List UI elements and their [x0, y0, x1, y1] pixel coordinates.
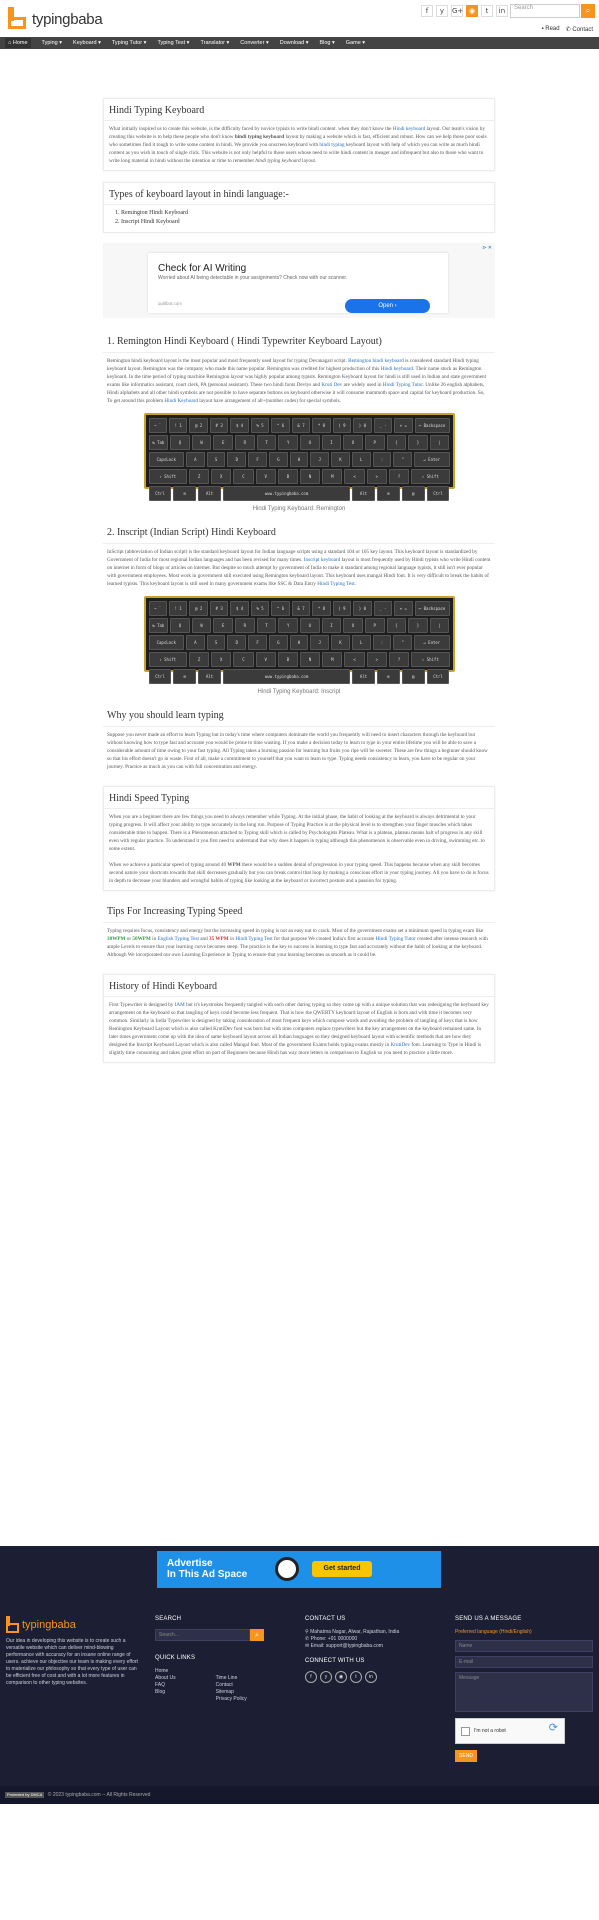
keyboard-key: V	[256, 469, 276, 484]
site-footer	[0, 1546, 599, 1804]
remington-section: 1. Remington Hindi Keyboard ( Hindi Typewriter Keyboard Layout) Remington hindi keyboard layout is the most popular and most frequently used layout for typing Devanagari script. Remington hindi keyboard is considered standard Hindi typing keyboard layout. Remington was the company who made this name popular. Remington was credited for highest production of this Hindi keyboard. Their name stuck as Remington keyboard. In the time period of typing machine Remington layout was highly popular among typists. Remington Keyboard layout for hindi is still used in Indian and state government exams like informatics assistant, court clerk, PA (personal assistant). These two hindi fonts Devlys and Kruti Dev are widely used in Hindi Typing Tutor. Unlike 26 english alphabets, Hindi alphabets and all other hindi symbols are not possible to have separate buttons on keyboard otherwise it will consume mammoth space and capital for keyboard production. So, To get around this problem Hindi Keyboard layout have arrangement of alt+(number codes) for special symbols. ~ ` ! 1 @ 2 # 3 $ 4 % 5 ^ 6 & 7 * 8 ( 9 ) 0 _ - + = ⟵ Backspace ↹ Tab Q W E R T Y U I O P { } | CapsLock A S D F G H J K L : " ↵ Enter ⇧ Shift Z X C V B N M < > ? ⇧ Shift Ctrl ⊞ Alt www.typingbaba.com Alt ⊞ ▤ Ctrl Hindi Typing Keyboard: Remington	[103, 332, 495, 512]
keyboard-key: ⇧ Shift	[149, 652, 187, 667]
inscript-title: 2. Inscript (Indian Script) Hindi Keyboard	[103, 523, 495, 544]
keyboard-row	[149, 418, 450, 433]
footer-phone: Phone: +91 0000000	[310, 1636, 358, 1642]
footer-address: Mahatma Nagar, Alwar, Rajasthan, India	[310, 1629, 400, 1635]
keyboard-key: J	[310, 635, 329, 650]
keyboard-key: ↹ Tab	[149, 435, 169, 450]
nav-converter[interactable]: Converter ▾	[240, 40, 269, 46]
location-icon: ⚲	[305, 1629, 311, 1635]
keyboard-row	[149, 435, 450, 450]
keyboard-key: ⊞	[173, 669, 196, 684]
keyboard-key: * 8	[312, 418, 330, 433]
link-hindi-keyboard-2[interactable]: Hindi keyboard	[380, 366, 414, 372]
nav-blog[interactable]: Blog ▾	[319, 40, 335, 46]
footer-search-button[interactable]	[250, 1629, 264, 1641]
footer-about	[6, 1616, 146, 1687]
link-hindi-typing-tutor-2[interactable]: Hindi Typing Tutor	[375, 936, 416, 942]
remington-title: 1. Remington Hindi Keyboard ( Hindi Typewriter Keyboard Layout)	[103, 332, 495, 353]
keyboard-key: B	[278, 652, 298, 667]
linkedin-icon[interactable]: in	[365, 1671, 377, 1683]
facebook-icon[interactable]: f	[421, 5, 433, 17]
intro-title: Hindi Typing Keyboard	[104, 99, 494, 121]
keyboard-key: M	[322, 652, 342, 667]
keyboard-key: G	[269, 635, 288, 650]
read-link[interactable]: ▪ Read	[541, 26, 560, 32]
keyboard-key: K	[331, 452, 350, 467]
keyboard-key: ⟵ Backspace	[415, 601, 450, 616]
keyboard-key: ⇧ Shift	[411, 469, 449, 484]
recaptcha-checkbox[interactable]	[461, 1727, 470, 1736]
remington-keyboard-image	[144, 413, 455, 496]
inscript-keyboard-image	[144, 596, 455, 679]
quick-links-b	[216, 1675, 247, 1703]
footer-about-text: Our idea in developing this website is to create such a versatile website which can deliver mind-blowing performance with accuracy for an insane online range of users. achieve our objective our team is making every effort to materialize our philosophy so that every type of user can be efficient free of cost and with a lot more features in comparison to other typing websites.	[6, 1638, 138, 1686]
keyboard-key: www.typingbaba.com	[223, 486, 350, 501]
keyboard-key: T	[257, 435, 277, 450]
footer-contact-col: CONTACT US ⚲ Mahatma Nagar, Alwar, Rajasthan, India ✆ Phone: +91 0000000 ✉ Email: support@typingbaba.com CONNECT WITH US f y ◉ t in	[305, 1616, 445, 1683]
keyboard-row	[149, 486, 450, 501]
keyboard-key: J	[310, 452, 329, 467]
keyboard-key: + =	[394, 601, 412, 616]
keyboard-key: @ 2	[189, 601, 207, 616]
footer-social	[305, 1671, 445, 1683]
inscript-caption: Hindi Typing Keyboard: Inscript	[257, 689, 341, 695]
social-links	[421, 5, 508, 17]
keyboard-row	[149, 652, 450, 667]
keyboard-key: F	[248, 452, 267, 467]
types-title: Types of keyboard layout in hindi language:-	[104, 183, 494, 205]
message-textarea[interactable]: Message	[455, 1672, 593, 1712]
types-list	[109, 209, 489, 227]
keyboard-key: X	[211, 652, 231, 667]
instagram-icon[interactable]: ◉	[335, 1671, 347, 1683]
speed-title: Hindi Speed Typing	[104, 787, 494, 809]
quick-links-a	[155, 1668, 176, 1703]
ad-banner	[103, 243, 495, 318]
keyboard-key: ) 0	[353, 418, 371, 433]
nav-keyboard[interactable]: Keyboard ▾	[73, 40, 101, 46]
keyboard-key: # 3	[210, 601, 228, 616]
logo-text: typingbaba	[32, 10, 103, 28]
keyboard-key: _ -	[374, 601, 392, 616]
keyboard-key: K	[331, 635, 350, 650]
nav-typing[interactable]: Typing ▾	[41, 40, 63, 46]
intro-card	[103, 98, 495, 171]
keyboard-key: www.typingbaba.com	[223, 669, 350, 684]
inscript-section: 2. Inscript (Indian Script) Hindi Keyboard InScript (abbreviation of Indian script) is the standard keyboard layout for Indian language scripts using a standard 104 or 105 key layout. This keyboard layout is standardized by Government of India for most regional Indian languages and has been revised for many times. Inscript keyboard layout is most frequently used by Hindi typists who write Hindi content on internet in form of blogs or articles on internet. But despite so much attempt by government of India to make it standard among regional language typists, it still isn't ever popular with government employees. Most work in government still executed using Remington keyboard layout. This keyboard uses mangal Hindi font. It is very difficult to break the habits of learned typists. This keyboard layout is still used in many government exams like SSC & Data Entry Hindi Typing Test. ~ ` ! 1 @ 2 # 3 $ 4 % 5 ^ 6 & 7 * 8 ( 9 ) 0 _ - + = ⟵ Backspace ↹ Tab Q W E R T Y U I O P { } | CapsLock A S D F G H J K L : " ↵ Enter ⇧ Shift Z X C V B N M < > ? ⇧ Shift Ctrl ⊞ Alt www.typingbaba.com Alt ⊞ ▤ Ctrl Hindi Typing Keyboard: Inscript	[103, 523, 495, 695]
keyboard-key: U	[300, 618, 320, 633]
keyboard-key: }	[408, 435, 428, 450]
main-nav	[0, 37, 599, 49]
keyboard-key: R	[235, 618, 255, 633]
instagram-icon[interactable]: ◉	[466, 5, 478, 17]
keyboard-key: N	[300, 652, 320, 667]
tips-section: Tips For Increasing Typing Speed Typing requires focus, consistency and energy but the increasing speed in typing is not an easy nut to crack. Most of the government exams set a minimum speed in typing exam like 30WPM or 50WPM in English Typing Test and 35 WPM in Hindi Typing Test for that purpose We created India's first accurate Hindi Typing Tutor created after intense research with ample Levels to ensure that your learning curve becomes steep. The practice is the key to success in learning to type fast and accurately without the habit of looking at the keyboard. Although We incorporated our own Learning Experience in Typing to ensure that your learning becomes as smooth as it could be.	[103, 902, 495, 963]
message-name-input[interactable]: Name	[455, 1640, 593, 1652]
keyboard-key: * 8	[312, 601, 330, 616]
keyboard-key: ?	[389, 469, 409, 484]
link-krutidev[interactable]: KrutiDev	[390, 1042, 411, 1048]
keyboard-key: ↵ Enter	[414, 635, 449, 650]
keyboard-key: ↵ Enter	[414, 452, 449, 467]
keyboard-key: O	[343, 618, 363, 633]
link-hindi-typing[interactable]: hindi typing	[319, 142, 345, 148]
keyboard-key: {	[387, 618, 407, 633]
keyboard-key: R	[235, 435, 255, 450]
link-hindi-typing-test-2[interactable]: Hindi Typing Test	[235, 936, 273, 942]
link-iam[interactable]: IAM	[174, 1002, 185, 1008]
ad-choices-icon[interactable]: ⊳ ✕	[482, 246, 492, 251]
keyboard-key: ^ 6	[271, 418, 289, 433]
keyboard-key: ) 0	[353, 601, 371, 616]
footer-search-col: SEARCH Search... ⌕ QUICK LINKS Home About Us FAQ Blog Time Line Contact Sitemap Privacy Policy	[155, 1616, 295, 1703]
keyboard-key: X	[211, 469, 231, 484]
ad-subtitle: Worried about AI being detectable in your assignments? Check now with our scanner.	[158, 275, 348, 281]
keyboard-key: F	[248, 635, 267, 650]
footer-link-sitemap[interactable]: Sitemap	[215, 1689, 234, 1695]
ad-card[interactable]	[148, 253, 448, 313]
types-card	[103, 182, 495, 233]
keyboard-key: _ -	[374, 418, 392, 433]
tumblr-icon[interactable]: t	[350, 1671, 362, 1683]
list-item: 1. Remington Hindi Keyboard	[121, 209, 489, 218]
history-title: History of Hindi Keyboard	[104, 975, 494, 997]
ad-title: Check for AI Writing	[158, 263, 247, 274]
keyboard-key: Alt	[198, 669, 221, 684]
link-english-typing-test[interactable]: English Typing Test	[157, 936, 199, 942]
top-links	[541, 26, 593, 33]
keyboard-key: ⊞	[377, 486, 400, 501]
nav-home[interactable]: ⌂ Home	[5, 38, 31, 48]
contact-link[interactable]: ✆ Contact	[565, 27, 593, 33]
keyboard-key: P	[365, 435, 385, 450]
footer-link-faq[interactable]: FAQ	[155, 1682, 166, 1688]
keyboard-key: Q	[170, 435, 190, 450]
keyboard-key: ⇧ Shift	[411, 652, 449, 667]
remington-caption: Hindi Typing Keyboard: Remington	[252, 506, 346, 512]
keyboard-key: ?	[389, 652, 409, 667]
ad-source: quillbot.com	[158, 301, 183, 306]
youtube-icon[interactable]: y	[436, 5, 448, 17]
link-hindi-keyboard-3[interactable]: Hindi Keyboard	[164, 398, 198, 404]
keyboard-key: @ 2	[189, 418, 207, 433]
keyboard-key: P	[365, 618, 385, 633]
keyboard-row	[149, 669, 450, 684]
keyboard-key: ⇧ Shift	[149, 469, 187, 484]
keyboard-key: Ctrl	[427, 486, 450, 501]
keyboard-key: C	[233, 469, 253, 484]
main-content	[103, 98, 495, 1074]
keyboard-key: S	[207, 635, 226, 650]
why-text: Suppose you never made an effort to learn Typing but in today's time where computers dominate the world you frequently will need to insert characters through the keyboard but without knowing how to type fast and accurate you would be prone to time wasting. If you make a decision today to learn to type in your entire lifetime you will be able to save a considerable amount of time owing to your fast typing. All Typing takes a burning passion for learning but fruits you ripe will be sweeter. These are few things a beginner should know so that his effort doesn't go in waste. First of all, make a commitment to yourself that you want to learn to type. Typing needs consistency to learn, you have to be regular on your journey. Practice as much as you can with full concentration and energy.	[107, 732, 488, 770]
link-kruti-dev[interactable]: Kruti Dev	[321, 382, 343, 388]
keyboard-key: & 7	[292, 601, 310, 616]
link-inscript-keyboard[interactable]: Inscript keyboard	[303, 557, 341, 563]
keyboard-key: $ 4	[230, 418, 248, 433]
keyboard-key: :	[373, 635, 392, 650]
keyboard-key: G	[269, 452, 288, 467]
keyboard-key: ⊞	[173, 486, 196, 501]
keyboard-key: Q	[170, 618, 190, 633]
keyboard-key: >	[367, 469, 387, 484]
keyboard-key: C	[233, 652, 253, 667]
keyboard-key: :	[373, 452, 392, 467]
recaptcha-icon: ⟳	[548, 1721, 558, 1734]
keyboard-key: I	[322, 618, 342, 633]
history-card: History of Hindi Keyboard First Typewriter is designed by IAM but it's keystrokes frequently tangled with each other during typing so they come up with a unique solution that was redesigning the keyboard key arrangement on the keyboard so that tangling of keys could become less frequent. That is how the QWERTY keyboard layout of English is born and with time it becomes very common. Similarly in India Typewriter is designed by taking consideration of most frequent keys which compose words and avoiding the problem of tangling of keys that is how Remington Keyboard Layout which is also called KrutiDev font was born but with time computers replace typewriters but the key arrangement on the keyboard remained same. In later times government come up with the idea of same keyboard layout across all Indian languages so they designed keyboard layout with scientific methods that are how they designed the Inscript Keyboard Layout which is also called Mangal font. Most of the government Exams holds typing exams mostly in KrutiDev font. Learning to Type in Hindi is slightly time consuming and takes great effort on part of Beginners because Hindi has way more letters in comparison to English so you need to practice a little more.	[103, 974, 495, 1063]
nav-typing-tutor[interactable]: Typing Tutor ▾	[111, 40, 147, 46]
keyboard-key: ( 9	[333, 601, 351, 616]
why-section	[103, 706, 495, 775]
copyright-text: © 2023 typingbaba.com -- All Rights Reserved	[47, 1792, 151, 1798]
keyboard-key: ^ 6	[271, 601, 289, 616]
keyboard-key: Alt	[352, 669, 375, 684]
search-icon: ⌕	[585, 6, 591, 15]
message-note: Preferred language (Hindi/English)	[455, 1629, 532, 1635]
dmca-badge[interactable]: Protected by DMCA	[7, 1792, 43, 1797]
link-hindi-keyboard[interactable]: Hindi keyboard	[392, 126, 426, 132]
keyboard-key: <	[344, 469, 364, 484]
keyboard-key: % 5	[251, 418, 269, 433]
keyboard-key: B	[278, 469, 298, 484]
keyboard-key: H	[290, 452, 309, 467]
keyboard-key: H	[290, 635, 309, 650]
keyboard-key: E	[213, 618, 233, 633]
facebook-icon[interactable]: f	[305, 1671, 317, 1683]
ad-open-button[interactable]: Open ›	[345, 299, 430, 313]
linkedin-icon[interactable]: in	[496, 5, 508, 17]
keyboard-row	[149, 618, 450, 633]
nav-translator[interactable]: Translator ▾	[200, 40, 230, 46]
footer-link-timeline[interactable]: Time Line	[215, 1675, 238, 1681]
keyboard-row	[149, 601, 450, 616]
nav-typing-test[interactable]: Typing Test ▾	[157, 40, 190, 46]
keyboard-key: V	[256, 652, 276, 667]
keyboard-key: D	[227, 452, 246, 467]
keyboard-key: # 3	[210, 418, 228, 433]
keyboard-key: & 7	[292, 418, 310, 433]
keyboard-key: T	[257, 618, 277, 633]
search-icon: ⌕	[255, 1631, 259, 1639]
email-icon: ✉	[305, 1643, 311, 1649]
site-logo[interactable]	[8, 6, 102, 32]
footer-message-col: SEND US A MESSAGE Preferred language (Hindi/English) Name E-mail Message I'm not a robot ⟳ SEND	[455, 1616, 595, 1762]
footer-link-privacy[interactable]: Privacy Policy	[215, 1696, 247, 1702]
keyboard-key: "	[393, 452, 412, 467]
phone-icon: ✆	[305, 1636, 311, 1642]
keyboard-key: Z	[189, 469, 209, 484]
keyboard-key: |	[430, 618, 450, 633]
footer-search-input[interactable]: Search...	[155, 1629, 250, 1641]
keyboard-key: A	[186, 635, 205, 650]
footer-link-contact[interactable]: Contact	[215, 1682, 233, 1688]
keyboard-key: CapsLock	[149, 452, 184, 467]
keyboard-key: N	[300, 469, 320, 484]
keyboard-key: Z	[189, 652, 209, 667]
remington-keyboard-figure	[103, 413, 495, 512]
keyboard-key: Alt	[352, 486, 375, 501]
keyboard-key: O	[343, 435, 363, 450]
logo-icon	[6, 1616, 22, 1634]
link-hindi-typing-tutor[interactable]: Hindi Typing Tutor	[382, 382, 423, 388]
keyboard-row	[149, 635, 450, 650]
intro-text: What initially inspired us to create this website, is the difficulty faced by novice typists to write hindi content. when they don't know the Hindi keyboard layout. Our team's vision by creating this website is to help these people who don't know hindi typing keyboard layout by making a website which is fast, efficient and robust. How can we help those poor souls who sometimes find it tough to write some content in hindi. We provide you onscreen keyboard with hindi typing keyboard layout with help of which you can write as much hindi content as you wish in touch of single click. This website is not only helpful to those users whose need to write hindi content in meager and infrequent but also to those who want to write long material in hindi without the intention or time to remember hindi typing keyboard layout.	[109, 126, 487, 164]
keyboard-key: Ctrl	[427, 669, 450, 684]
keyboard-key: ▤	[402, 669, 425, 684]
footer-ad-line2: In This Ad Space	[167, 1569, 248, 1580]
keyboard-key: ~ `	[149, 601, 167, 616]
speed-text-1: When you are a beginner there are few things you need to always remember while Typing. At the initial phase, the habit of looking at the keyboard is always detrimental to your typing progress. It will affect your ability to type accurately in the long run. Purpose of Typing Practice is at the physical level is to strengthen your finger muscles which takes considerable time to happen. There is a Phenomenon attached to Typing skill which is called by Psychologists Plateau. What is a plateau, plateau means halt of progress in any skill even with regular practice. To understand it you first need to understand that why does it happen in typing although this phenomenon is observable even in driving, swimming etc. to some extent.	[109, 814, 485, 852]
keyboard-key: ! 1	[169, 601, 187, 616]
keyboard-key: Y	[278, 618, 298, 633]
keyboard-key: ⊞	[377, 669, 400, 684]
keyboard-key: E	[213, 435, 233, 450]
link-remington-keyboard[interactable]: Remington hindi keyboard	[348, 358, 404, 364]
bottom-bar	[0, 1786, 599, 1804]
keyboard-key: L	[352, 635, 371, 650]
mascot-icon	[275, 1557, 299, 1581]
google-plus-icon[interactable]: G+	[452, 7, 464, 15]
keyboard-key: ~ `	[149, 418, 167, 433]
keyboard-key: {	[387, 435, 407, 450]
keyboard-key: W	[192, 618, 212, 633]
keyboard-key: Ctrl	[149, 669, 172, 684]
footer-email: Email: support@typingbaba.com	[310, 1643, 383, 1649]
list-item: 2. Inscript Hindi Keyboard	[121, 218, 489, 227]
keyboard-key: }	[408, 618, 428, 633]
footer-link-about[interactable]: About Us	[155, 1675, 176, 1681]
keyboard-key: A	[186, 452, 205, 467]
keyboard-key: M	[322, 469, 342, 484]
keyboard-key: S	[207, 452, 226, 467]
footer-ad-button[interactable]: Get started	[312, 1561, 372, 1577]
tips-title: Tips For Increasing Typing Speed	[103, 902, 495, 923]
keyboard-key: ! 1	[169, 418, 187, 433]
message-email-input[interactable]: E-mail	[455, 1656, 593, 1668]
keyboard-key: "	[393, 635, 412, 650]
nav-download[interactable]: Download ▾	[279, 40, 309, 46]
keyboard-key: ⟵ Backspace	[415, 418, 450, 433]
header-search-input[interactable]: Search	[510, 4, 580, 18]
footer-ad-banner[interactable]	[157, 1551, 441, 1588]
keyboard-key: % 5	[251, 601, 269, 616]
footer-link-blog[interactable]: Blog	[155, 1689, 166, 1695]
keyboard-row	[149, 452, 450, 467]
keyboard-key: + =	[394, 418, 412, 433]
keyboard-key: Ctrl	[149, 486, 172, 501]
why-title: Why you should learn typing	[103, 706, 495, 727]
keyboard-key: L	[352, 452, 371, 467]
top-header	[0, 0, 599, 35]
keyboard-key: ↹ Tab	[149, 618, 169, 633]
keyboard-key: <	[344, 652, 364, 667]
nav-game[interactable]: Game ▾	[345, 40, 366, 46]
keyboard-key: I	[322, 435, 342, 450]
keyboard-key: U	[300, 435, 320, 450]
keyboard-key: W	[192, 435, 212, 450]
tumblr-icon[interactable]: t	[481, 5, 493, 17]
youtube-icon[interactable]: y	[320, 1671, 332, 1683]
footer-ad-line1: Advertise	[167, 1558, 213, 1569]
keyboard-key: $ 4	[230, 601, 248, 616]
link-hindi-typing-test[interactable]: Hindi Typing Test	[317, 581, 355, 587]
keyboard-key: ▤	[402, 486, 425, 501]
keyboard-key: ( 9	[333, 418, 351, 433]
logo-icon	[8, 7, 30, 31]
keyboard-key: CapsLock	[149, 635, 184, 650]
footer-link-home[interactable]: Home	[155, 1668, 169, 1674]
footer-logo[interactable]: typingbaba	[6, 1616, 146, 1634]
header-search-button[interactable]	[581, 4, 595, 18]
keyboard-key: D	[227, 635, 246, 650]
keyboard-key: >	[367, 652, 387, 667]
send-button[interactable]: SEND	[455, 1750, 477, 1762]
recaptcha-box: I'm not a robot ⟳	[455, 1718, 565, 1744]
inscript-keyboard-figure	[103, 596, 495, 695]
speed-card: Hindi Speed Typing When you are a beginner there are few things you need to always remember while Typing. At the initial phase, the habit of looking at the keyboard is always detrimental to your typing progress. It will affect your ability to type accurately in the long run. Purpose of Typing Practice is at the physical level is to strengthen your finger muscles which takes considerable time to happen. There is a Phenomenon attached to Typing skill which is called by Psychologists Plateau. What is a plateau, plateau means halt of progress in any skill even with regular practice. To understand it you first need to understand that why does it happen in typing although this phenomenon is observable even in driving, swimming etc. to some extent. When we achieve a particular speed of typing around 40 WPM there would be a sudden denial of progression in your typing speed. This happens because when any skill becomes second nature your shortcuts towards that skill decreases gradually but you can break control that loop by making a conscious effort in your typing journey. All you have to do is focus in depth to decrease your blunders and wrongful habits of typing like looking at the keyboard or incorrect posture and a passion for typing.	[103, 786, 495, 891]
keyboard-key: |	[430, 435, 450, 450]
keyboard-row	[149, 469, 450, 484]
keyboard-key: Y	[278, 435, 298, 450]
keyboard-key: Alt	[198, 486, 221, 501]
